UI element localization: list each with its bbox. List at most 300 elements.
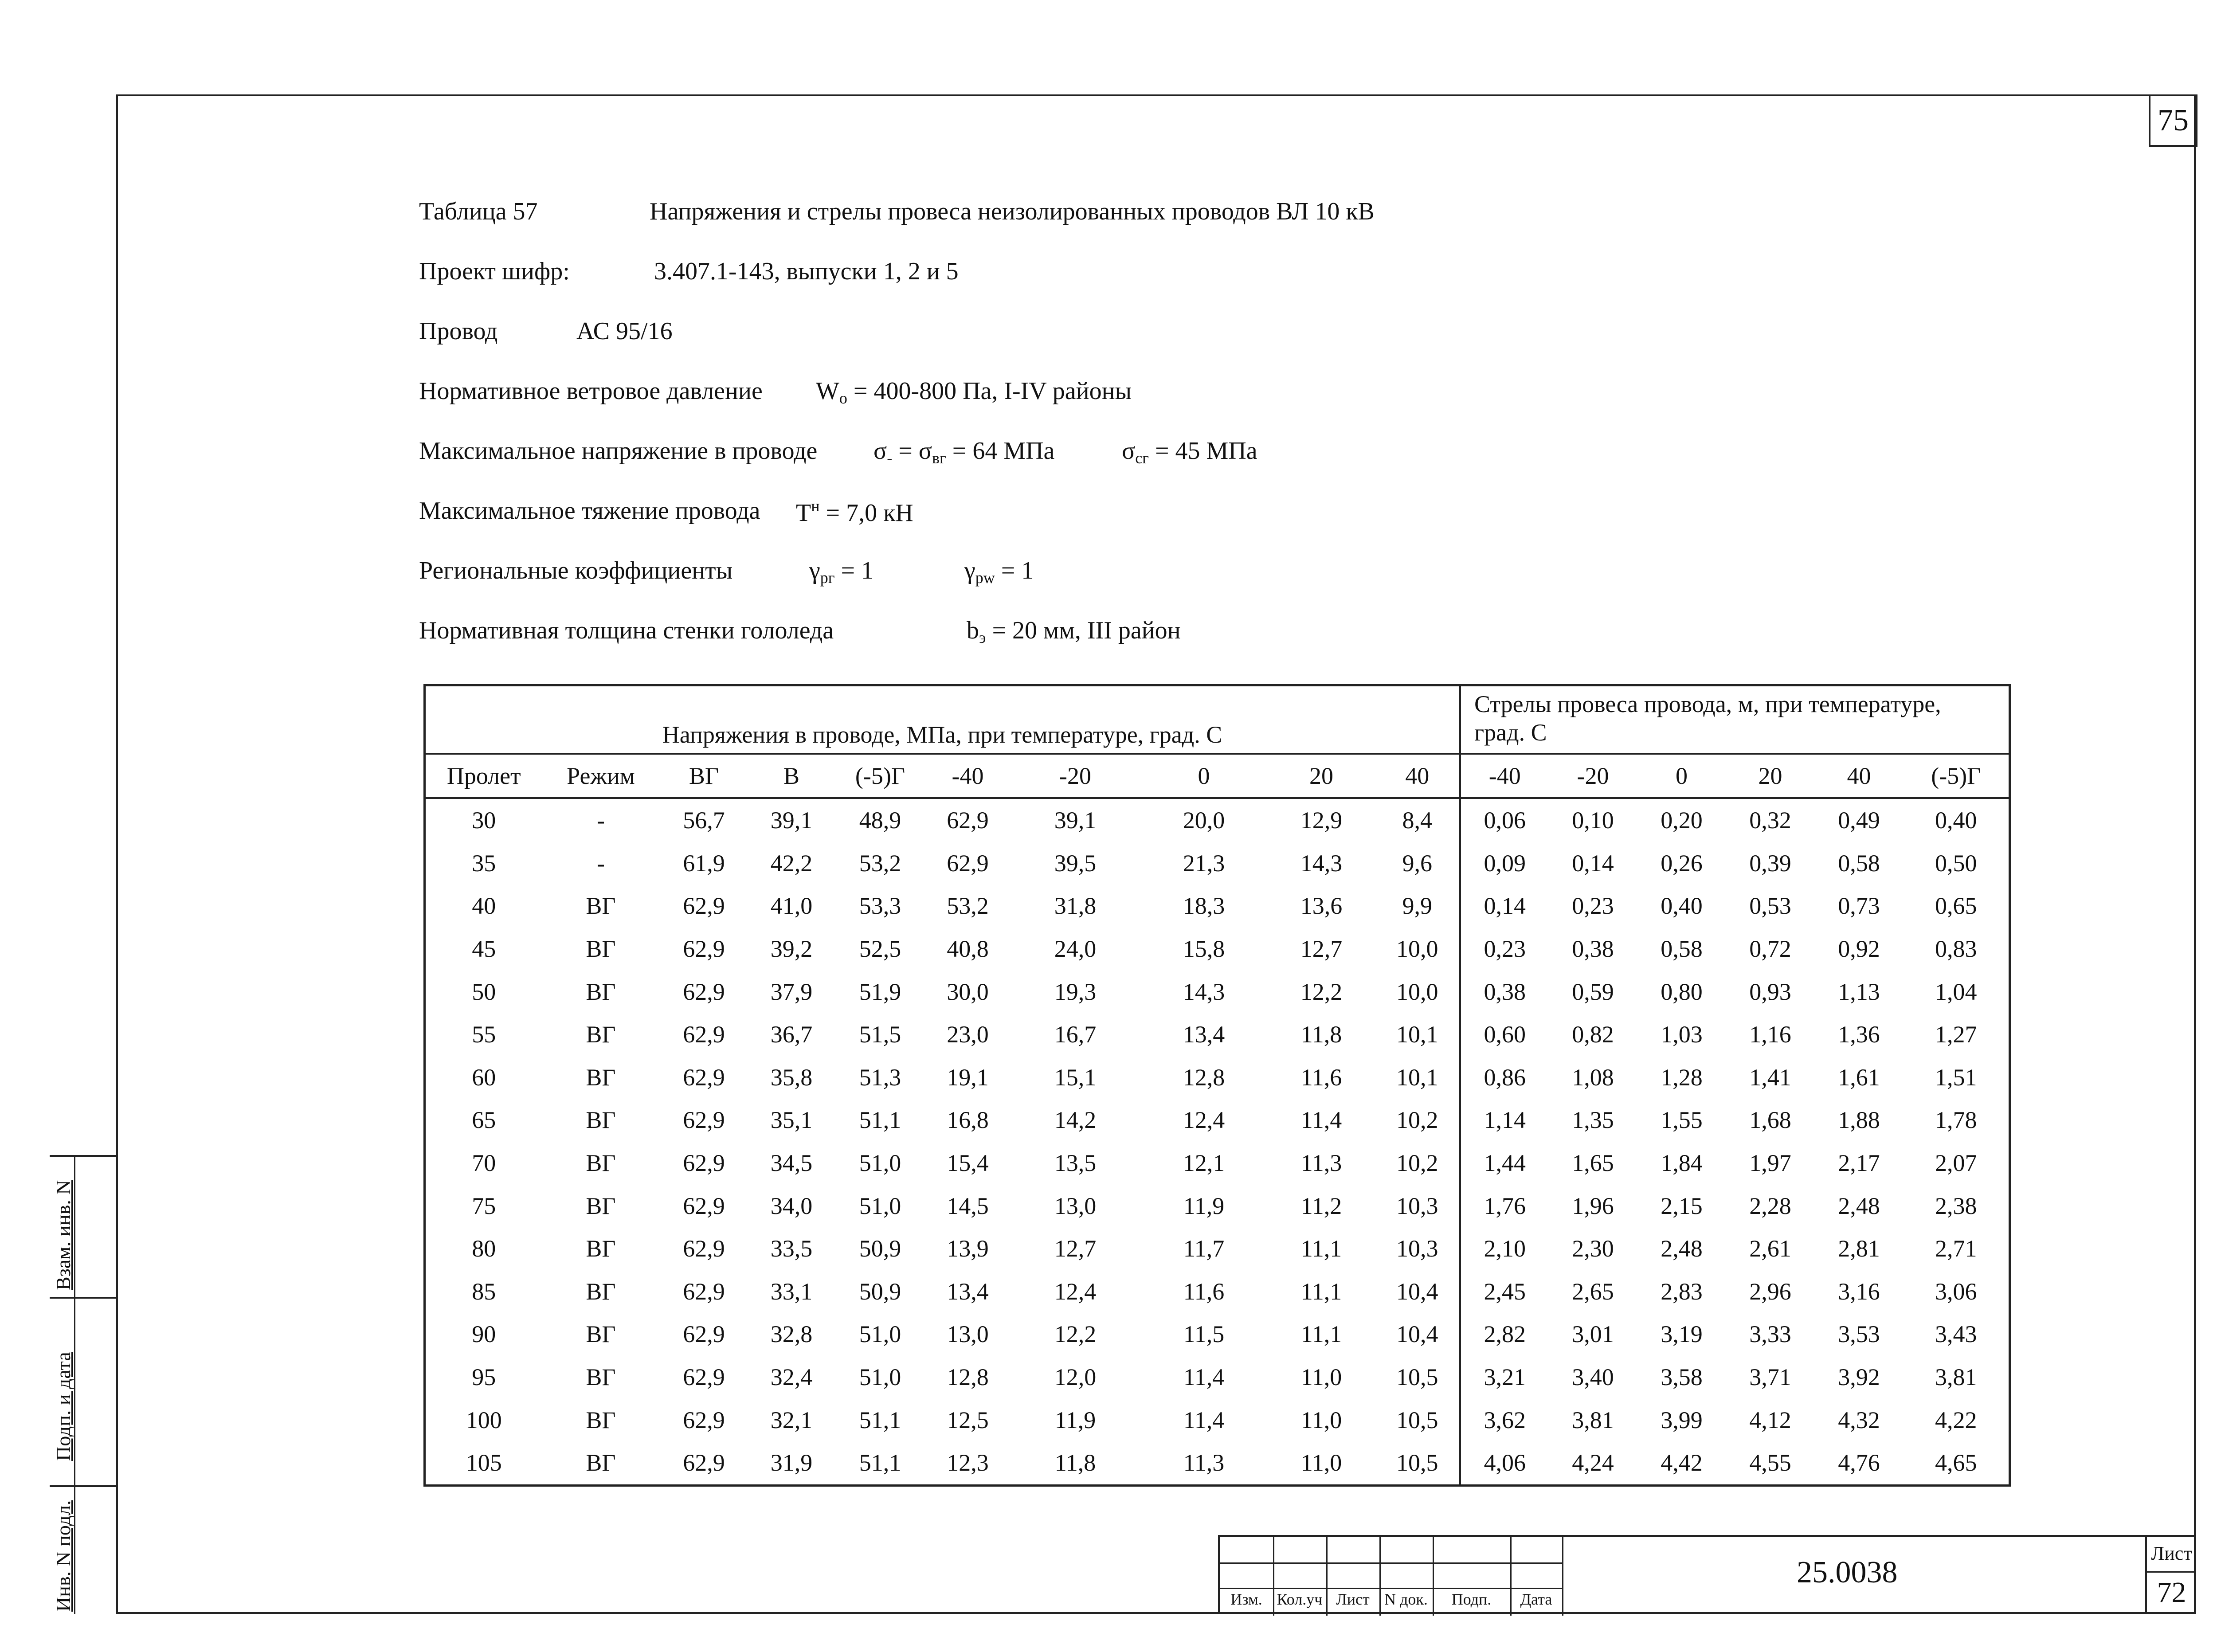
table-cell: 48,9: [859, 807, 901, 834]
table-cell: 100: [466, 1406, 502, 1433]
table-cell: ВГ: [586, 1364, 616, 1391]
column-header: (-5)Г: [1904, 754, 2010, 798]
table-cell: 14,2: [1054, 1107, 1097, 1134]
table-cell: 12,3: [947, 1449, 989, 1476]
table-cell: 13,4: [947, 1278, 989, 1305]
table-cell: 3,43: [1935, 1321, 1977, 1348]
table-cell: 10,5: [1396, 1449, 1438, 1476]
table-cell: 1,68: [1749, 1107, 1791, 1134]
table-cell: ВГ: [586, 936, 616, 963]
date-label: Дата: [1520, 1590, 1552, 1608]
table-cell: 80: [472, 1235, 496, 1262]
table-cell: 4,55: [1749, 1449, 1791, 1476]
table-cell: 11,0: [1300, 1449, 1342, 1476]
table-cell: 11,7: [1183, 1235, 1225, 1262]
table-cell: ВГ: [586, 1021, 616, 1048]
table-cell: 11,1: [1300, 1235, 1342, 1262]
table-cell: 12,2: [1300, 978, 1343, 1005]
table-cell: 10,5: [1396, 1364, 1438, 1391]
table-cell: 62,9: [683, 1021, 725, 1048]
table-row: [425, 1184, 2010, 1227]
table-cell: 3,58: [1661, 1364, 1703, 1391]
table-cell: 53,2: [947, 893, 989, 920]
table-cell: 0,73: [1838, 893, 1880, 920]
table-cell: 18,3: [1183, 893, 1225, 920]
table-cell: 12,4: [1183, 1107, 1225, 1134]
table-cell: 13,5: [1054, 1150, 1097, 1177]
table-cell: 0,83: [1935, 936, 1977, 963]
table-cell: 39,1: [770, 807, 813, 834]
table-cell: 32,1: [770, 1406, 813, 1433]
wind-label: Нормативное ветровое давление: [419, 377, 763, 405]
table-cell: 1,88: [1838, 1107, 1880, 1134]
table-cell: 1,28: [1661, 1064, 1703, 1091]
stress-group-header: Напряжения в проводе, МПа, при температуре, град. С: [662, 721, 1222, 748]
column-header: -20: [1010, 754, 1141, 798]
table-cell: 12,8: [947, 1364, 989, 1391]
project-value: 3.407.1-143, выпуски 1, 2 и 5: [654, 258, 959, 285]
table-cell: 31,8: [1054, 893, 1097, 920]
table-cell: 12,8: [1183, 1064, 1225, 1091]
table-cell: ВГ: [586, 893, 616, 920]
table-cell: 1,36: [1838, 1021, 1880, 1048]
table-cell: 8,4: [1402, 807, 1432, 834]
column-header: -40: [926, 754, 1010, 798]
table-cell: 1,41: [1749, 1064, 1791, 1091]
table-cell: 0,93: [1749, 978, 1791, 1005]
table-cell: 4,06: [1460, 1441, 1549, 1485]
ice-label: Нормативная толщина стенки гололеда: [419, 617, 834, 644]
table-cell: 62,9: [683, 1321, 725, 1348]
table-cell: 51,9: [859, 978, 901, 1005]
table-body: [425, 798, 2010, 1485]
table-cell: 11,4: [1183, 1406, 1225, 1433]
table-cell: 0,80: [1661, 978, 1703, 1005]
table-cell: 11,1: [1300, 1321, 1342, 1348]
stress-sag-table: [423, 684, 2011, 1487]
table-cell: 14,3: [1183, 978, 1225, 1005]
table-cell: 0,38: [1572, 936, 1614, 963]
table-cell: 2,71: [1935, 1235, 1977, 1262]
table-cell: 32,8: [770, 1321, 813, 1348]
column-header: 20: [1267, 754, 1376, 798]
table-row: [425, 928, 2010, 971]
table-cell: 62,9: [683, 893, 725, 920]
project-label: Проект шифр:: [419, 258, 570, 285]
table-cell: 2,83: [1661, 1278, 1703, 1305]
table-row: [425, 842, 2010, 885]
document-code: 25.0038: [1797, 1555, 1898, 1589]
table-cell: 51,1: [859, 1449, 901, 1476]
table-cell: 3,62: [1460, 1398, 1549, 1441]
table-cell: 0,53: [1749, 893, 1791, 920]
sheet-box-divider: [2147, 1571, 2196, 1573]
table-cell: 2,96: [1749, 1278, 1791, 1305]
table-cell: 16,8: [947, 1107, 989, 1134]
sag-group-header-line-2: град. С: [1474, 719, 1547, 746]
table-cell: ВГ: [586, 1235, 616, 1262]
table-cell: 62,9: [683, 978, 725, 1005]
table-cell: 62,9: [683, 1150, 725, 1177]
table-cell: 4,65: [1935, 1449, 1977, 1476]
table-cell: 85: [472, 1278, 496, 1305]
table-cell: 11,6: [1300, 1064, 1342, 1091]
table-cell: 0,23: [1572, 893, 1614, 920]
revision-row: [1220, 1562, 1563, 1564]
table-cell: 0,40: [1935, 807, 1977, 834]
table-cell: 0,39: [1749, 849, 1791, 877]
table-cell: 53,3: [859, 893, 901, 920]
table-row: [425, 1398, 2010, 1441]
table-cell: 4,42: [1661, 1449, 1703, 1476]
table-cell: 23,0: [947, 1021, 989, 1048]
table-cell: 12,9: [1300, 807, 1343, 834]
table-cell: 0,38: [1460, 970, 1549, 1013]
table-cell: 11,6: [1183, 1278, 1225, 1305]
table-cell: 0,10: [1572, 807, 1614, 834]
table-cell: 1,61: [1838, 1064, 1880, 1091]
table-cell: 10,0: [1396, 936, 1438, 963]
table-cell: 40: [472, 893, 496, 920]
left-stamp: [50, 1155, 118, 1614]
table-cell: 60: [472, 1064, 496, 1091]
table-cell: 2,48: [1661, 1235, 1703, 1262]
table-cell: 51,1: [859, 1406, 901, 1433]
table-cell: -: [597, 849, 605, 877]
table-cell: 3,16: [1838, 1278, 1880, 1305]
sheet-box-number: 72: [2157, 1576, 2186, 1609]
coefficient-1: $\gamma_{pг} = 1$: [809, 557, 874, 587]
table-cell: 62,9: [683, 1364, 725, 1391]
stress-value-2: $\sigma_{сг} = 45$ МПа: [1122, 437, 1257, 467]
table-cell: 3,81: [1935, 1364, 1977, 1391]
table-cell: 12,2: [1054, 1321, 1097, 1348]
table-cell: 10,4: [1396, 1278, 1438, 1305]
table-cell: 33,5: [770, 1235, 813, 1262]
table-cell: 0,60: [1460, 1013, 1549, 1056]
table-column-header-row: [425, 754, 2010, 798]
table-cell: 13,4: [1183, 1021, 1225, 1048]
table-cell: 0,20: [1661, 807, 1703, 834]
table-row: [425, 1313, 2010, 1356]
left-stamp-rule: [50, 1297, 116, 1299]
coefficient-2: $\gamma_{pw} = 1$: [964, 557, 1034, 587]
table-cell: 2,28: [1749, 1192, 1791, 1219]
table-cell: 52,5: [859, 936, 901, 963]
table-cell: 53,2: [859, 849, 901, 877]
table-cell: 56,7: [683, 807, 725, 834]
table-row: [425, 1356, 2010, 1399]
table-cell: 1,35: [1572, 1107, 1614, 1134]
table-cell: 10,1: [1396, 1021, 1438, 1048]
table-cell: 21,3: [1183, 849, 1225, 877]
table-cell: 35,1: [770, 1107, 813, 1134]
table-cell: 11,4: [1300, 1107, 1342, 1134]
column-header: 20: [1726, 754, 1815, 798]
stress-value-1: $\sigma_- = \sigma_{вг} = 64$ МПа: [873, 437, 1055, 467]
table-cell: 2,61: [1749, 1235, 1791, 1262]
table-cell: 1,97: [1749, 1150, 1791, 1177]
table-cell: 10,5: [1396, 1406, 1438, 1433]
table-cell: 4,24: [1572, 1449, 1614, 1476]
table-cell: 24,0: [1054, 936, 1097, 963]
table-cell: 0,40: [1661, 893, 1703, 920]
table-cell: 10,0: [1396, 978, 1438, 1005]
table-cell: 2,48: [1838, 1192, 1880, 1219]
table-cell: 3,81: [1572, 1406, 1614, 1433]
table-cell: 62,9: [683, 1406, 725, 1433]
table-cell: 40,8: [947, 936, 989, 963]
table-cell: 90: [472, 1321, 496, 1348]
signature-label: Подп.: [1451, 1590, 1492, 1608]
table-cell: 62,9: [683, 936, 725, 963]
table-cell: ВГ: [586, 1406, 616, 1433]
table-cell: 11,4: [1183, 1364, 1225, 1391]
table-cell: 62,9: [947, 849, 989, 877]
table-cell: 37,9: [770, 978, 813, 1005]
table-cell: 3,21: [1460, 1356, 1549, 1399]
table-cell: 11,1: [1300, 1278, 1342, 1305]
column-header: Пролет: [425, 754, 542, 798]
table-cell: 0,86: [1460, 1056, 1549, 1099]
table-cell: 2,38: [1935, 1192, 1977, 1219]
wind-value: $W_o = 400-800$ Па, I-IV районы: [816, 377, 1132, 407]
table-cell: 50: [472, 978, 496, 1005]
table-cell: 1,78: [1935, 1107, 1977, 1134]
table-cell: -: [597, 807, 605, 834]
table-cell: 3,19: [1661, 1321, 1703, 1348]
table-cell: 12,7: [1054, 1235, 1097, 1262]
table-row: [425, 1142, 2010, 1185]
table-cell: 0,72: [1749, 936, 1791, 963]
coefficients-label: Региональные коэффициенты: [419, 557, 733, 584]
table-cell: 1,44: [1460, 1142, 1549, 1185]
table-cell: 11,8: [1300, 1021, 1342, 1048]
table-cell: 34,0: [770, 1192, 813, 1219]
table-cell: 35,8: [770, 1064, 813, 1091]
table-cell: 3,06: [1935, 1278, 1977, 1305]
table-cell: 50,9: [859, 1235, 901, 1262]
column-header: (-5)Г: [835, 754, 926, 798]
wire-label: Провод: [419, 317, 498, 345]
revision-grid: [1218, 1535, 1562, 1614]
table-cell: ВГ: [586, 1192, 616, 1219]
table-group-header-row: [425, 685, 2010, 754]
replacement-inventory-label: Взам. инв. N: [52, 1180, 74, 1290]
table-cell: 51,0: [859, 1150, 901, 1177]
tension-label: Максимальное тяжение провода: [419, 497, 760, 525]
title-block: [1218, 1535, 2196, 1614]
column-header: ВГ: [660, 754, 748, 798]
column-header: Режим: [542, 754, 660, 798]
table-cell: 10,2: [1396, 1107, 1438, 1134]
table-cell: 62,9: [947, 807, 989, 834]
table-cell: 0,82: [1572, 1021, 1614, 1048]
table-cell: 0,06: [1460, 798, 1549, 842]
table-cell: 1,55: [1661, 1107, 1703, 1134]
table-cell: 105: [466, 1449, 502, 1476]
table-cell: 3,71: [1749, 1364, 1791, 1391]
change-label: Изм.: [1230, 1590, 1262, 1608]
table-cell: 13,0: [947, 1321, 989, 1348]
table-cell: 1,76: [1460, 1184, 1549, 1227]
table-cell: 1,84: [1661, 1150, 1703, 1177]
table-cell: 10,2: [1396, 1150, 1438, 1177]
table-cell: 61,9: [683, 849, 725, 877]
table-cell: 0,49: [1838, 807, 1880, 834]
column-header: 40: [1815, 754, 1904, 798]
table-cell: ВГ: [586, 1321, 616, 1348]
table-cell: 70: [472, 1150, 496, 1177]
table-row: [425, 1013, 2010, 1056]
left-stamp-rule: [50, 1155, 116, 1157]
revision-row: [1220, 1588, 1563, 1589]
table-cell: 11,0: [1300, 1406, 1342, 1433]
table-cell: 62,9: [683, 1278, 725, 1305]
table-cell: 12,7: [1300, 936, 1343, 963]
table-cell: 10,1: [1396, 1064, 1438, 1091]
table-cell: 1,96: [1572, 1192, 1614, 1219]
table-cell: 3,99: [1661, 1406, 1703, 1433]
table-cell: 30: [472, 807, 496, 834]
table-cell: 1,51: [1935, 1064, 1977, 1091]
table-cell: 3,40: [1572, 1364, 1614, 1391]
table-row: [425, 1099, 2010, 1142]
table-cell: 2,65: [1572, 1278, 1614, 1305]
table-cell: 2,82: [1460, 1313, 1549, 1356]
table-cell: 4,32: [1838, 1406, 1880, 1433]
table-cell: 15,4: [947, 1150, 989, 1177]
table-cell: 0,14: [1460, 885, 1549, 928]
column-header: В: [748, 754, 835, 798]
table-cell: 36,7: [770, 1021, 813, 1048]
ice-value: $b_э = 20$ мм, III район: [967, 617, 1181, 646]
table-cell: 4,22: [1935, 1406, 1977, 1433]
table-cell: 30,0: [947, 978, 989, 1005]
table-cell: 51,0: [859, 1192, 901, 1219]
signature-date-label: Подп. и дата: [52, 1352, 74, 1461]
table-row: [425, 1227, 2010, 1270]
table-cell: 10,4: [1396, 1321, 1438, 1348]
table-cell: 1,16: [1749, 1021, 1791, 1048]
page-number: 75: [2149, 94, 2197, 147]
table-label: Таблица 57: [419, 198, 538, 225]
table-cell: 34,5: [770, 1150, 813, 1177]
table-cell: 51,5: [859, 1021, 901, 1048]
original-inventory-label: Инв. N подл.: [52, 1500, 74, 1612]
table-cell: 11,5: [1183, 1321, 1225, 1348]
table-cell: 1,65: [1572, 1150, 1614, 1177]
table-cell: 9,6: [1402, 849, 1432, 877]
table-cell: 42,2: [770, 849, 813, 877]
table-cell: 32,4: [770, 1364, 813, 1391]
table-cell: 0,58: [1661, 936, 1703, 963]
table-cell: ВГ: [586, 978, 616, 1005]
stress-label: Максимальное напряжение в проводе: [419, 437, 818, 465]
column-header: 0: [1141, 754, 1267, 798]
table-cell: 1,13: [1838, 978, 1880, 1005]
document-number-label: N док.: [1384, 1590, 1428, 1608]
table-cell: 20,0: [1183, 807, 1225, 834]
table-cell: ВГ: [586, 1278, 616, 1305]
table-cell: 3,33: [1749, 1321, 1791, 1348]
table-cell: 0,32: [1749, 807, 1791, 834]
table-cell: 3,01: [1572, 1321, 1614, 1348]
table-cell: 62,9: [683, 1235, 725, 1262]
table-cell: 51,3: [859, 1064, 901, 1091]
table-cell: 0,50: [1935, 849, 1977, 877]
table-cell: 62,9: [683, 1449, 725, 1476]
table-cell: 19,1: [947, 1064, 989, 1091]
table-row: [425, 1056, 2010, 1099]
table-cell: 33,1: [770, 1278, 813, 1305]
table-cell: 13,9: [947, 1235, 989, 1262]
table-cell: 13,6: [1300, 893, 1343, 920]
table-cell: 55: [472, 1021, 496, 1048]
table-cell: 10,3: [1396, 1235, 1438, 1262]
table-title: Напряжения и стрелы провеса неизолированных проводов ВЛ 10 кВ: [650, 198, 1375, 225]
table-row: [425, 1441, 2010, 1485]
table-cell: 39,2: [770, 936, 813, 963]
table-cell: 1,27: [1935, 1021, 1977, 1048]
table-cell: 2,10: [1460, 1227, 1549, 1270]
column-header: 40: [1376, 754, 1460, 798]
table-cell: 51,0: [859, 1364, 901, 1391]
table-cell: 45: [472, 936, 496, 963]
table-cell: 15,8: [1183, 936, 1225, 963]
table-cell: 0,14: [1572, 849, 1614, 877]
table-cell: 75: [472, 1192, 496, 1219]
table-cell: 1,04: [1935, 978, 1977, 1005]
table-cell: 12,5: [947, 1406, 989, 1433]
sag-group-header: [1460, 685, 2010, 754]
table-cell: 0,65: [1935, 893, 1977, 920]
table-cell: 4,12: [1749, 1406, 1791, 1433]
table-cell: ВГ: [586, 1107, 616, 1134]
tension-value: $T^н = 7,0$ кН: [796, 497, 913, 527]
column-header: -40: [1460, 754, 1549, 798]
table-cell: 2,45: [1460, 1270, 1549, 1313]
table-cell: 19,3: [1054, 978, 1097, 1005]
table-cell: 12,1: [1183, 1150, 1225, 1177]
table-cell: 95: [472, 1364, 496, 1391]
table-cell: 15,1: [1054, 1064, 1097, 1091]
table-cell: 11,0: [1300, 1364, 1342, 1391]
table-cell: 0,59: [1572, 978, 1614, 1005]
table-cell: 16,7: [1054, 1021, 1097, 1048]
table-cell: 3,92: [1838, 1364, 1880, 1391]
sheet-label: Лист: [1336, 1590, 1370, 1608]
table-cell: 11,2: [1300, 1192, 1342, 1219]
sheet-box: [2145, 1535, 2196, 1614]
table-cell: 62,9: [683, 1064, 725, 1091]
table-cell: 0,23: [1460, 928, 1549, 971]
column-header: -20: [1549, 754, 1637, 798]
table-cell: 0,26: [1661, 849, 1703, 877]
table-cell: 11,3: [1300, 1150, 1342, 1177]
table-cell: 12,0: [1054, 1364, 1097, 1391]
table-cell: 2,30: [1572, 1235, 1614, 1262]
table-cell: 1,03: [1661, 1021, 1703, 1048]
table-cell: 50,9: [859, 1278, 901, 1305]
table-row: [425, 1270, 2010, 1313]
sag-group-header-line-1: Стрелы провеса провода, м, при температуре,: [1474, 691, 1941, 717]
table-row: [425, 798, 2010, 842]
table-cell: 35: [472, 849, 496, 877]
wire-value: АС 95/16: [576, 317, 673, 345]
table-row: [425, 970, 2010, 1013]
table-cell: 31,9: [770, 1449, 813, 1476]
